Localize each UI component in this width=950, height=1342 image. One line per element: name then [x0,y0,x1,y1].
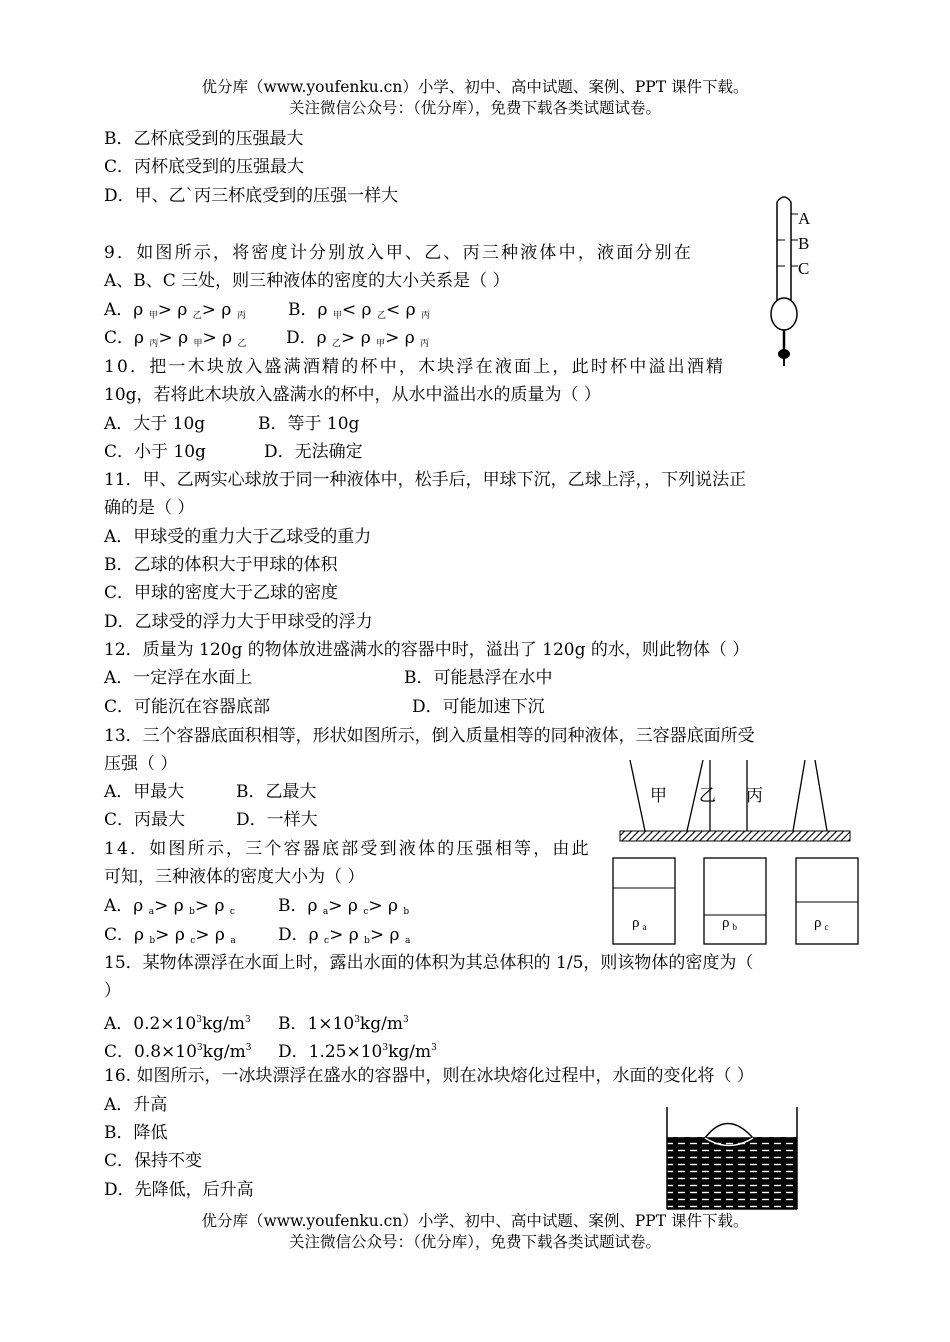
containers-figure [615,755,855,845]
q16-option-a: A．升高 [104,1095,168,1115]
hydrometer-label-b: B [798,234,810,253]
q10-option-b: B．等于 10g [258,414,360,434]
q10-option-d: D．无法确定 [264,442,363,462]
q14-option-a: A．ρ $_a$> ρ $_b$> ρ $_c$ [104,896,235,917]
q11-stem-line-2: 确的是（ ） [104,498,195,518]
container-label-jia: 甲 [650,786,667,805]
q13-stem-line-2: 压强（ ） [104,754,178,774]
q13-option-a: A．甲最大 [104,782,185,802]
q10-options-row-1 [104,413,359,435]
q12-option-b: B．可能悬浮在水中 [404,668,553,688]
q15-option-a: A．$0.2\times 10^3kg/m^3$ [104,1014,251,1034]
q16-option-c: C．保持不变 [104,1151,203,1171]
q13-stem-line-1: 13．三个容器底面积相等，形状如图所示，倒入质量相等的同种液体，三容器底面所受 [104,726,755,746]
q13-option-b: B．乙最大 [236,782,317,802]
q14-stem-line-1: 14．如图所示，三个容器底部受到液体的压强相等，由此 [104,839,591,859]
q9-option-c: C．ρ $_丙$> ρ $_甲$> ρ $_乙$ [104,328,247,349]
q15-option-c: C．$0.8\times 10^3kg/m^3$ [104,1042,252,1062]
ice-container-figure [665,1105,800,1211]
beakers-figure [610,855,860,950]
q11-option-d: D．乙球受的浮力大于甲球受的浮力 [104,612,373,632]
q10-option-c: C．小于 10g [104,442,206,462]
q13-option-c: C．丙最大 [104,810,186,830]
q16-option-d: D．先降低，后升高 [104,1180,254,1200]
q9-option-d: D．ρ $_乙$> ρ $_甲$> ρ $_丙$ [286,328,430,349]
q11-option-b: B．乙球的体积大于甲球的体积 [104,555,338,575]
q13-options-row-2 [104,809,318,831]
q9-option-b: B．ρ $_甲$< ρ $_乙$< ρ $_丙$ [288,300,431,321]
q12-options-row-2 [104,696,545,718]
beaker-label-a: ρ $_a$ [632,915,647,932]
q14-stem-line-2: 可知，三种液体的密度大小为（ ） [104,867,365,887]
q11-option-c: C．甲球的密度大于乙球的密度 [104,583,339,603]
q9-stem-line-2: A、B、C 三处，则三种液体的密度的大小关系是（ ） [104,271,510,291]
hydrometer-figure [765,192,825,370]
q10-stem-line-1: 10．把一木块放入盛满酒精的杯中，木块浮在液面上，此时杯中溢出酒精 [104,357,726,377]
q15-options-row-1 [104,1009,409,1035]
q11-option-a: A．甲球受的重力大于乙球受的重力 [104,527,372,547]
q12-options-row-1 [104,667,553,689]
q15-option-b: B．$1\times 10^3kg/m^3$ [278,1014,409,1034]
q15-option-d: D．$1.25\times 10^3kg/m^3$ [278,1042,437,1062]
q14-options-row-2 [104,924,410,952]
q8-option-c: C．丙杯底受到的压强最大 [104,157,305,177]
q11-stem-line-1: 11．甲、乙两实心球放于同一种液体中，松手后，甲球下沉，乙球上浮，，下列说法正 [104,470,747,490]
q8-option-d: D．甲、乙`丙三杯底受到的压强一样大 [104,186,399,206]
q14-options-row-1 [104,895,409,923]
q14-option-b: B．ρ $_a$> ρ $_c$> ρ $_b$ [278,896,410,917]
q12-option-a: A．一定浮在水面上 [104,668,253,688]
container-label-bing: 丙 [746,786,763,805]
q15-options-row-2 [104,1037,437,1063]
hydrometer-label-c: C [798,259,810,278]
q16-option-b: B．降低 [104,1123,168,1143]
q14-option-c: C．ρ $_b$> ρ $_c$> ρ $_a$ [104,925,236,946]
q12-stem: 12．质量为 120g 的物体放进盛满水的容器中时，溢出了 120g 的水，则此物体（ ） [104,640,750,660]
footer-line-2: 关注微信公众号：（优分库），免费下载各类试题试卷。 [288,1233,661,1251]
q14-option-d: D．ρ $_c$> ρ $_b$> ρ $_a$ [278,925,411,946]
footer-line-1: 优分库（www.youfenku.cn）小学、初中、高中试题、案例、PPT 课件下载。 [201,1212,749,1230]
beaker-label-b: ρ $_b$ [722,915,737,932]
q9-option-a: A．ρ $_甲$> ρ $_乙$> ρ $_丙$ [104,300,246,321]
q8-option-b: B．乙杯底受到的压强最大 [104,129,304,149]
hydrometer-label-a: A [798,209,811,228]
q13-option-d: D．一样大 [236,810,318,830]
q13-options-row-1 [104,781,317,803]
q10-stem-line-2: 10g，若将此木块放入盛满水的杯中，从水中溢出水的质量为（ ） [104,385,601,405]
container-label-yi: 乙 [699,786,716,805]
q10-options-row-2 [104,441,363,463]
q16-stem: 16. 如图所示，一冰块漂浮在盛水的容器中，则在冰块熔化过程中，水面的变化将（ ） [104,1066,754,1086]
q15-stem-line-1: 15．某物体漂浮在水面上时，露出水面的体积为其总体积的 1/5，则该物体的密度为（ [104,953,754,973]
q10-option-a: A．大于 10g [104,414,206,434]
q9-stem-line-1: 9．如图所示，将密度计分别放入甲、乙、丙三种液体中，液面分别在 [104,243,694,263]
beaker-label-c: ρ $_c$ [814,915,829,932]
header-line-2: 关注微信公众号：（优分库），免费下载各类试题试卷。 [288,99,661,117]
q12-option-c: C．可能沉在容器底部 [104,697,271,717]
header-line-1: 优分库（www.youfenku.cn）小学、初中、高中试题、案例、PPT 课件下载。 [201,78,749,96]
q12-option-d: D．可能加速下沉 [412,697,545,717]
q9-options-row-2 [104,327,429,355]
q9-options-row-1 [104,299,430,327]
q15-stem-line-2: ） [104,981,121,1001]
